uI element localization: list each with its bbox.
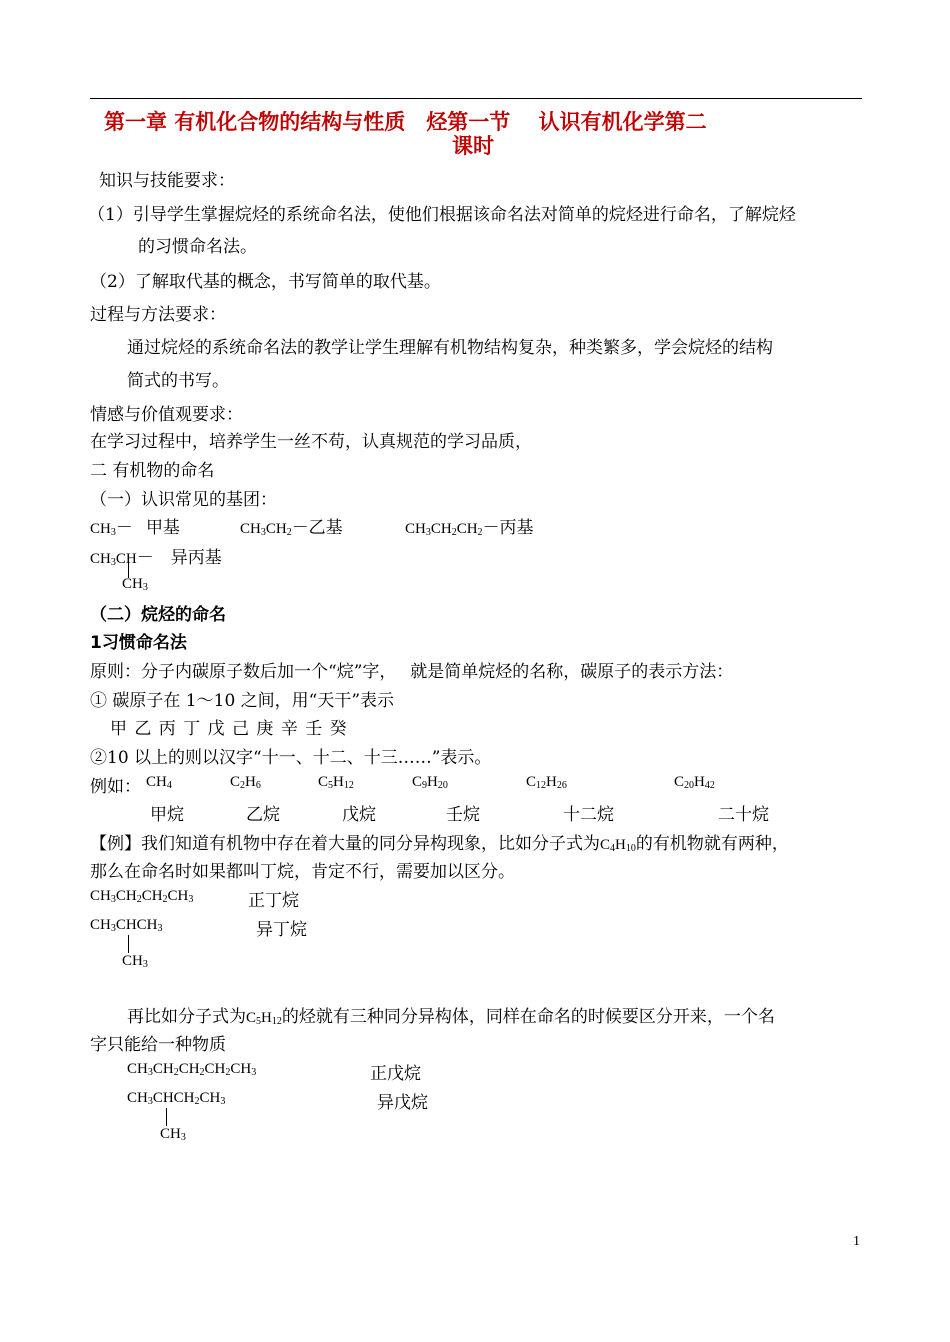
page-title-line2: 课时 xyxy=(452,134,494,158)
isobutane-formula: $CH_3CHCH_3$ xyxy=(90,917,163,934)
isopropyl-name: 异丙基 xyxy=(170,548,222,568)
methyl-row xyxy=(90,513,180,538)
ethyl-name: －乙基 xyxy=(291,518,343,538)
skill-1-line-b: 的习惯命名法。 xyxy=(138,237,257,257)
example-name-pentane: 戊烷 xyxy=(342,805,376,825)
example-name-eicosane: 二十烷 xyxy=(718,805,769,825)
process-line-a: 通过烷烃的系统命名法的教学让学生理解有机物结构复杂，种类繁多，学会烷烃的结构 xyxy=(127,338,773,358)
isopentane-branch: $CH_3$ xyxy=(160,1126,186,1143)
page-number: 1 xyxy=(853,1234,860,1249)
groups-heading: （一）认识常见的基团： xyxy=(90,490,277,510)
pentane-paragraph-text-a2: 的烃就有三种同分异构体，同样在命名的时候要区分开来，一个名 xyxy=(281,1007,775,1027)
n-pentane-formula: $CH_3CH_2CH_2CH_2CH_3$ xyxy=(127,1061,257,1078)
skill-1-line-a: （1）引导学生掌握烷烃的系统命名法，使他们根据该命名法对简单的烷烃进行命名，了解烷烃 xyxy=(88,205,796,225)
example-formula-c2h6: $C_2H_6$ xyxy=(230,774,261,791)
skills-heading: 知识与技能要求： xyxy=(99,171,235,191)
example-formula-c20h42: $C_{20}H_{42}$ xyxy=(674,774,715,791)
rule-1: ① 碳原子在 1～10 之间，用“天干”表示 xyxy=(90,691,395,711)
n-pentane-name: 正戊烷 xyxy=(370,1064,421,1084)
example-paragraph-text-a: 【例】我们知道有机物中存在着大量的同分异构现象，比如分子式为 xyxy=(90,834,600,854)
c5h12-formula: $C_5H_{12}$ xyxy=(246,1010,282,1027)
methyl-name: 甲基 xyxy=(145,518,180,538)
isopentane-formula: $CH_3CHCH_2CH_3$ xyxy=(127,1090,226,1107)
ethyl-formula: $CH_3CH_2$ xyxy=(240,521,292,538)
tiangan-list: 甲 乙 丙 丁 戊 己 庚 辛 壬 癸 xyxy=(110,719,347,739)
c4h10-formula: $C_4H_{10}$ xyxy=(600,837,636,854)
example-name-methane: 甲烷 xyxy=(150,805,184,825)
pentane-paragraph-line-a xyxy=(127,1002,775,1027)
header-rule xyxy=(90,98,862,99)
example-name-dodecane: 十二烷 xyxy=(563,805,614,825)
example-label: 例如： xyxy=(90,777,141,797)
emotion-text: 在学习过程中，培养学生一丝不苟，认真规范的学习品质， xyxy=(90,432,532,452)
isobutane-bond xyxy=(128,935,129,953)
propyl-row xyxy=(405,513,534,538)
process-line-b: 简式的书写。 xyxy=(127,371,229,391)
skill-2: （2）了解取代基的概念，书写简单的取代基。 xyxy=(90,272,441,292)
isobutane-branch: $CH_3$ xyxy=(122,953,148,970)
example-paragraph-line-b: 那么在命名时如果都叫丁烷，肯定不行，需要加以区分。 xyxy=(90,862,515,882)
part2-heading: 二 有机物的命名 xyxy=(90,461,215,481)
isobutane-name: 异丁烷 xyxy=(256,920,307,940)
n-butane-name: 正丁烷 xyxy=(248,891,299,911)
page-title-line1: 第一章 有机化合物的结构与性质 烃第一节 认识有机化学第二 xyxy=(104,110,707,134)
isopentane-name: 异戊烷 xyxy=(377,1093,428,1113)
example-name-ethane: 乙烷 xyxy=(246,805,280,825)
example-formula-c12h26: $C_{12}H_{26}$ xyxy=(526,774,567,791)
propyl-formula: $CH_3CH_2CH_2$ xyxy=(405,521,483,538)
isopropyl-formula: $CH_3CH$ xyxy=(90,551,137,568)
example-name-nonane: 壬烷 xyxy=(446,805,480,825)
n-butane-formula: $CH_3CH_2CH_2CH_3$ xyxy=(90,888,194,905)
isopentane-bond xyxy=(166,1108,167,1126)
example-formula-ch4: $CH_4$ xyxy=(146,774,172,791)
custom-heading: 1习惯命名法 xyxy=(90,633,187,653)
principle: 原则：分子内碳原子数后加一个“烷”字， 就是简单烷烃的名称，碳原子的表示方法： xyxy=(90,662,734,682)
methyl-formula: $CH_3$ xyxy=(90,521,116,538)
example-paragraph-line-a xyxy=(90,829,789,854)
isopropyl-row xyxy=(90,543,222,568)
isopropyl-branch: $CH_3$ xyxy=(122,576,148,593)
rule-2: ②10 以上的则以汉字“十一、十二、十三……”表示。 xyxy=(90,748,492,768)
propyl-name: －丙基 xyxy=(482,518,534,538)
alkane-heading: （二）烷烃的命名 xyxy=(90,605,226,625)
example-paragraph-text-a2: 的有机物就有两种， xyxy=(635,834,789,854)
isopropyl-dash: － xyxy=(136,548,154,568)
ethyl-row xyxy=(240,513,343,538)
pentane-paragraph-line-b: 字只能给一种物质 xyxy=(90,1035,226,1055)
methyl-dash: － xyxy=(115,518,133,538)
emotion-heading: 情感与价值观要求： xyxy=(90,405,243,425)
process-heading: 过程与方法要求： xyxy=(90,305,226,325)
example-formula-c9h20: $C_9H_{20}$ xyxy=(412,774,448,791)
pentane-paragraph-text-a: 再比如分子式为 xyxy=(127,1007,246,1027)
example-formula-c5h12: $C_5H_{12}$ xyxy=(318,774,354,791)
